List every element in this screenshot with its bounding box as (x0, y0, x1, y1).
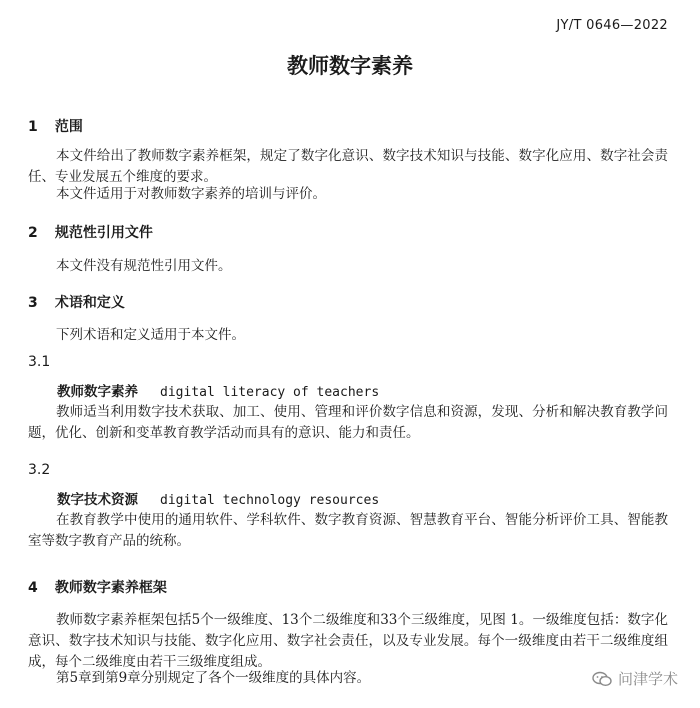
section-1-paragraph-1: 本文件给出了教师数字素养框架，规定了数字化意识、数字技术知识与技能、数字化应用、数字社会责任、专业发展五个维度的要求。 (28, 148, 668, 185)
section-4-paragraph-2: 第5章到第9章分别规定了各个一级维度的具体内容。 (56, 670, 371, 686)
term-3-1-chinese: 教师数字素养 (57, 384, 138, 400)
term-3-2-definition: 在教育教学中使用的通用软件、学科软件、数字教育资源、智慧教育平台、智能分析评价工具、智能教室等数字教育产品的统称。 (28, 512, 668, 549)
wechat-icon (592, 671, 612, 687)
term-3-1-definition: 教师适当利用数字技术获取、加工、使用、管理和评价数字信息和资源，发现、分析和解决教育教学问题，优化、创新和变革教育教学活动而具有的意识、能力和责任。 (28, 404, 668, 441)
standard-code: JY/T 0646—2022 (556, 18, 668, 33)
section-title: 术语和定义 (54, 295, 125, 311)
section-1-heading (28, 116, 83, 136)
section-title: 教师数字素养框架 (54, 580, 167, 596)
term-3-2-english: digital technology resources (160, 493, 380, 508)
term-3-1 (57, 380, 379, 400)
term-3-2-chinese: 数字技术资源 (57, 492, 138, 508)
section-2-heading (28, 222, 153, 242)
term-3-2-number: 3.2 (28, 462, 51, 478)
term-3-2 (57, 488, 379, 508)
section-title: 规范性引用文件 (54, 225, 153, 241)
watermark-text: 问津学术 (617, 670, 678, 688)
section-number: 1 (28, 119, 38, 135)
term-3-1-number: 3.1 (28, 354, 51, 370)
section-number: 3 (28, 295, 38, 311)
section-4-paragraph-1: 教师数字素养框架包括5个一级维度、13个二级维度和33个三级维度，见图 1。一级维度包括：数字化意识、数字技术知识与技能、数字化应用、数字社会责任，以及专业发展。每个一级维度由若干二级维度组成，每个二级维度由若干三级维度组成。 (28, 612, 668, 670)
section-number: 4 (28, 580, 38, 596)
section-3-heading (28, 292, 125, 312)
section-2-paragraph-1: 本文件没有规范性引用文件。 (56, 258, 232, 274)
term-3-1-english: digital literacy of teachers (160, 385, 380, 400)
document-title: 教师数字素养 (287, 54, 413, 78)
section-1-paragraph-2: 本文件适用于对教师数字素养的培训与评价。 (56, 186, 326, 202)
section-number: 2 (28, 225, 38, 241)
watermark (592, 668, 678, 689)
section-title: 范围 (54, 119, 83, 135)
section-4-heading (28, 577, 167, 597)
section-3-paragraph-1: 下列术语和定义适用于本文件。 (56, 327, 245, 343)
